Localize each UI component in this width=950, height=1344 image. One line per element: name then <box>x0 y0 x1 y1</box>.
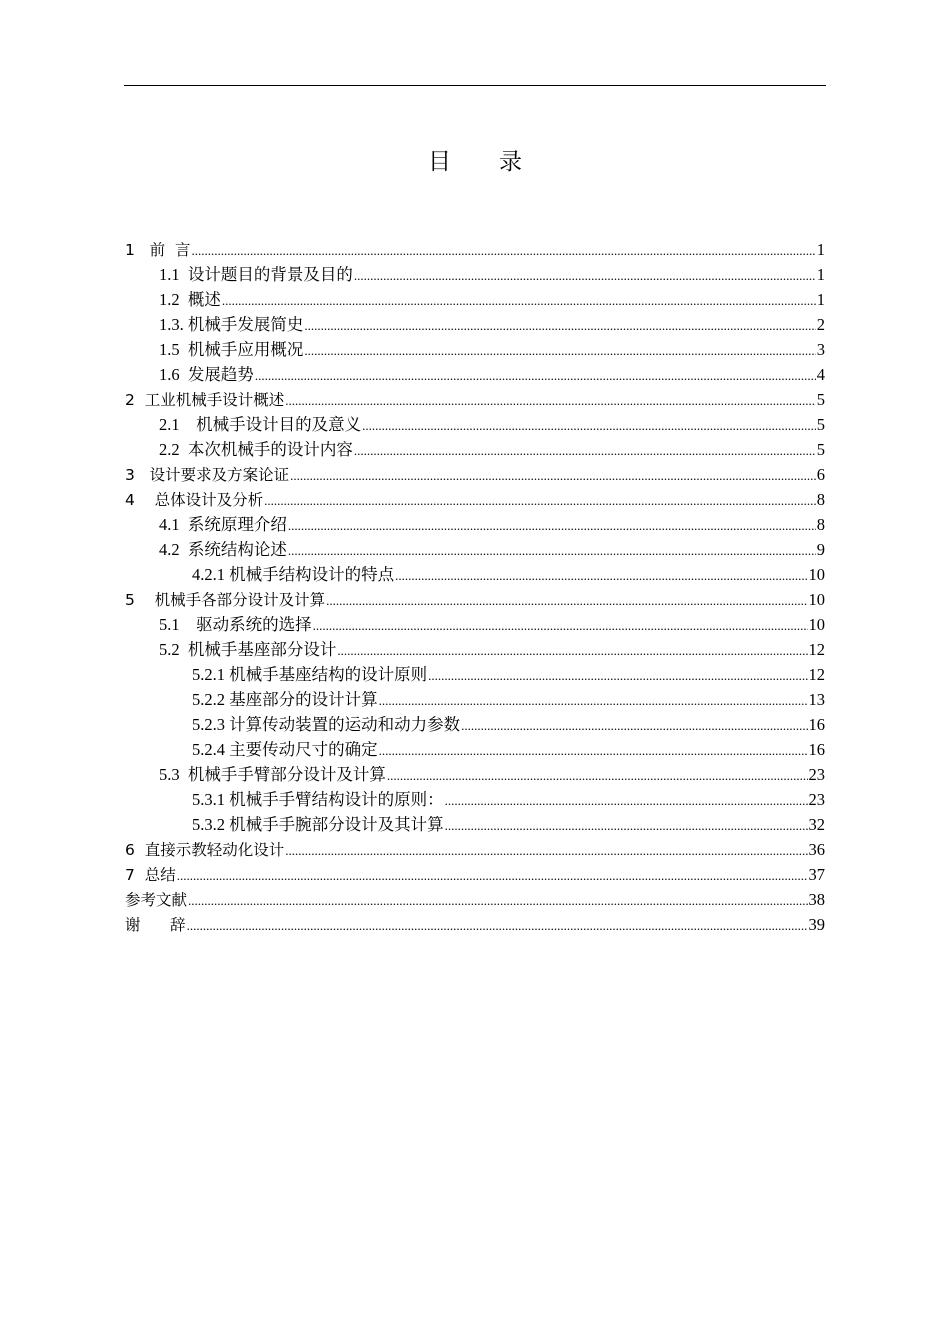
toc-entry[interactable] <box>125 362 825 387</box>
toc-entry-text: 1.5 机械手应用概况 <box>159 340 304 359</box>
toc-page-number: 5 <box>816 390 825 409</box>
toc-entry[interactable] <box>125 687 825 712</box>
toc-entry[interactable] <box>125 287 825 312</box>
toc-entry-text: 4 总体设计及分析 <box>125 491 264 509</box>
toc-title: 目录 <box>428 149 570 175</box>
toc-entry-text: 5.1 驱动系统的选择 <box>159 615 312 634</box>
toc-entry-text: 5 机械手各部分设计及计算 <box>125 591 326 609</box>
dot-leader <box>290 463 816 488</box>
dot-leader <box>379 688 808 713</box>
dot-leader <box>304 313 815 338</box>
toc-page-number: 23 <box>808 790 825 809</box>
toc-entry[interactable] <box>125 737 825 762</box>
dot-leader <box>304 338 815 363</box>
dot-leader <box>387 763 808 788</box>
toc-page-number: 12 <box>808 640 825 659</box>
toc-entry[interactable] <box>125 337 825 362</box>
toc-entry[interactable] <box>125 662 825 687</box>
toc-entry[interactable] <box>125 387 825 412</box>
toc-entry-text: 5.2.3 计算传动装置的运动和动力参数 <box>192 715 461 734</box>
toc-page-number: 8 <box>816 490 825 509</box>
toc-entry-text: 2.2 本次机械手的设计内容 <box>159 440 353 459</box>
toc-entry[interactable] <box>125 862 825 887</box>
toc-entry[interactable] <box>125 412 825 437</box>
toc-page-number: 1 <box>816 240 825 259</box>
toc-entry[interactable] <box>125 512 825 537</box>
toc-entry-text: 5.2.2 基座部分的设计计算 <box>192 690 378 709</box>
toc-page-number: 6 <box>816 465 825 484</box>
toc-entry-text: 4.2.1 机械手结构设计的特点 <box>192 565 395 584</box>
toc-entry-text: 4.2 系统结构论述 <box>159 540 287 559</box>
toc-page-number: 5 <box>816 415 825 434</box>
toc-entry-text: 5.3.2 机械手手腕部分设计及其计算 <box>192 815 444 834</box>
toc-entry-text: 5.2.4 主要传动尺寸的确定 <box>192 740 378 759</box>
toc-entry[interactable] <box>125 312 825 337</box>
dot-leader <box>379 738 808 763</box>
dot-leader <box>264 488 816 513</box>
toc-entry-text: 5.3 机械手手臂部分设计及计算 <box>159 765 386 784</box>
toc-entry-text: 4.1 系统原理介绍 <box>159 515 287 534</box>
dot-leader <box>445 788 808 813</box>
toc-entry[interactable] <box>125 787 825 812</box>
toc-page-number: 13 <box>808 690 825 709</box>
toc-page-number: 39 <box>808 915 825 934</box>
dot-leader <box>313 613 808 638</box>
toc-entry[interactable] <box>125 637 825 662</box>
dot-leader <box>222 288 816 313</box>
toc-page-number: 2 <box>816 315 825 334</box>
toc-entry-text: 谢 辞 <box>125 916 186 934</box>
toc-entry[interactable] <box>125 837 825 862</box>
dot-leader <box>285 388 816 413</box>
toc-entry-text: 1.2 概述 <box>159 290 221 309</box>
toc-entry-text: 3 设计要求及方案论证 <box>125 466 290 484</box>
toc-page-number: 10 <box>808 565 825 584</box>
toc-entry[interactable] <box>125 237 825 262</box>
toc-entry-text: 7 总结 <box>125 866 176 884</box>
toc-page-number: 23 <box>808 765 825 784</box>
header-rule <box>124 85 826 86</box>
toc-entry[interactable] <box>125 437 825 462</box>
toc-entry-text: 2.1 机械手设计目的及意义 <box>159 415 362 434</box>
dot-leader <box>395 563 807 588</box>
toc-page-number: 5 <box>816 440 825 459</box>
toc-entry-text: 1.6 发展趋势 <box>159 365 254 384</box>
table-of-contents <box>125 237 825 937</box>
toc-page-number: 3 <box>816 340 825 359</box>
toc-page-number: 4 <box>816 365 825 384</box>
toc-entry[interactable] <box>125 537 825 562</box>
toc-entry-text: 5.2.1 机械手基座结构的设计原则 <box>192 665 428 684</box>
dot-leader <box>337 638 807 663</box>
dot-leader <box>461 713 807 738</box>
toc-page-number: 38 <box>808 890 825 909</box>
dot-leader <box>187 913 808 938</box>
toc-page-number: 16 <box>808 740 825 759</box>
toc-entry-text: 2 工业机械手设计概述 <box>125 391 285 409</box>
toc-entry[interactable] <box>125 712 825 737</box>
dot-leader <box>362 413 816 438</box>
toc-page-number: 12 <box>808 665 825 684</box>
toc-entry-text: 1.1 设计题目的背景及目的 <box>159 265 353 284</box>
toc-entry-text: 1 前 言 <box>125 241 191 259</box>
toc-entry[interactable] <box>125 562 825 587</box>
toc-page-number: 10 <box>808 615 825 634</box>
toc-page-number: 9 <box>816 540 825 559</box>
dot-leader <box>188 888 807 913</box>
dot-leader <box>285 838 807 863</box>
dot-leader <box>354 263 816 288</box>
dot-leader <box>354 438 816 463</box>
toc-page-number: 16 <box>808 715 825 734</box>
toc-entry-text: 5.2 机械手基座部分设计 <box>159 640 337 659</box>
toc-entry[interactable] <box>125 762 825 787</box>
dot-leader <box>288 513 816 538</box>
toc-page-number: 1 <box>816 290 825 309</box>
toc-entry[interactable] <box>125 887 825 912</box>
dot-leader <box>192 238 816 263</box>
dot-leader <box>255 363 816 388</box>
toc-entry-text: 1.3. 机械手发展简史 <box>159 315 304 334</box>
toc-page-number: 1 <box>816 265 825 284</box>
toc-entry[interactable] <box>125 812 825 837</box>
dot-leader <box>445 813 808 838</box>
dot-leader <box>428 663 807 688</box>
toc-page-number: 37 <box>808 865 825 884</box>
toc-entry-text: 5.3.1 机械手手臂结构设计的原则： <box>192 790 444 809</box>
toc-entry-text: 6 直接示教轻动化设计 <box>125 841 285 859</box>
toc-page-number: 36 <box>808 840 825 859</box>
toc-entry[interactable] <box>125 262 825 287</box>
toc-entry[interactable] <box>125 462 825 487</box>
dot-leader <box>326 588 807 613</box>
toc-entry[interactable] <box>125 587 825 612</box>
dot-leader <box>177 863 808 888</box>
toc-page-number: 10 <box>808 590 825 609</box>
toc-entry[interactable] <box>125 612 825 637</box>
toc-entry[interactable] <box>125 912 825 937</box>
toc-entry[interactable] <box>125 487 825 512</box>
dot-leader <box>288 538 816 563</box>
toc-entry-text: 参考文献 <box>125 891 188 909</box>
toc-page-number: 8 <box>816 515 825 534</box>
toc-page-number: 32 <box>808 815 825 834</box>
